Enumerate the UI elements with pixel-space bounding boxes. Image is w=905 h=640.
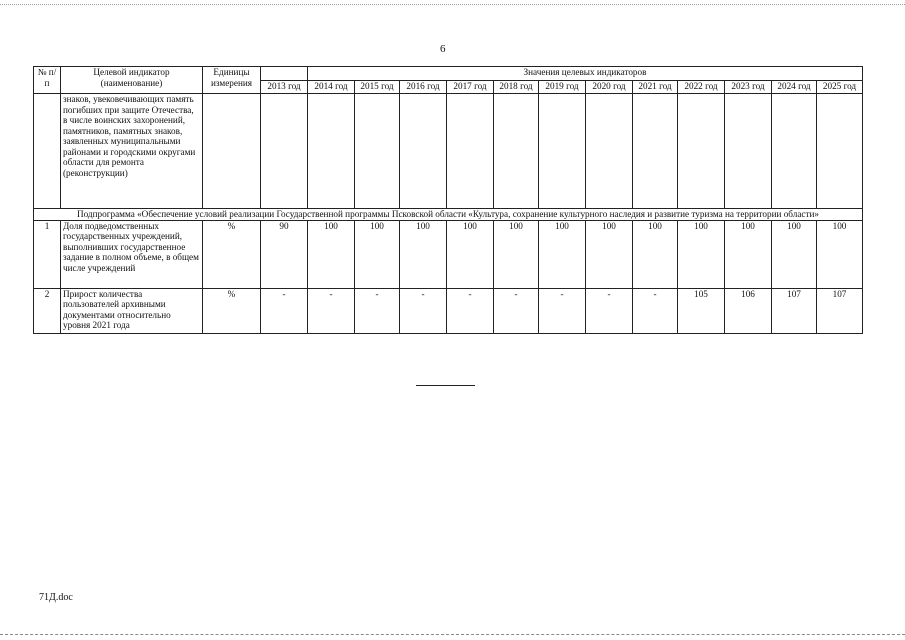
scan-edge-bottom [0,634,905,635]
header-year: 2019 год [539,81,586,94]
target-indicators-table [33,66,863,334]
value-cell [772,94,817,209]
value-cell: 100 [678,220,725,288]
value-cell [633,94,678,209]
value-cell: 100 [725,220,772,288]
value-cell [355,94,400,209]
value-cell: 107 [772,288,817,333]
value-cell: 100 [633,220,678,288]
row-indicator-name: Прирост количества пользователей архивными документами относительно уровня 2021 года [61,288,203,333]
value-cell: 105 [678,288,725,333]
header-year: 2015 год [355,81,400,94]
value-cell: 100 [772,220,817,288]
header-year: 2016 год [400,81,447,94]
row-unit: % [203,288,261,333]
value-cell [447,94,494,209]
value-cell: - [261,288,308,333]
row-num: 2 [34,288,61,333]
header-year: 2021 год [633,81,678,94]
value-cell [586,94,633,209]
value-cell [725,94,772,209]
value-cell: - [447,288,494,333]
value-cell [678,94,725,209]
row-unit: % [203,220,261,288]
value-cell: - [308,288,355,333]
value-cell: - [539,288,586,333]
value-cell [539,94,586,209]
value-cell: 90 [261,220,308,288]
value-cell: 100 [400,220,447,288]
header-unit: Единицы измерения [203,67,261,94]
header-blank-cell [261,67,308,81]
value-cell: 100 [308,220,355,288]
subprogram-title: Подпрограмма «Обеспечение условий реализации Государственной программы Псковской области «Культура, сохранение культурного наследия и развитие туризма на территории области» [34,209,863,221]
end-divider [416,385,475,386]
row-indicator-name: знаков, увековечивающих память погибших при защите Отечества, в числе воинских захоронений, памятников, памятных знаков, заявленных муниципальными районами и городскими округами области для ремонта (реконструкции) [61,94,203,209]
value-cell: - [494,288,539,333]
value-cell: 100 [539,220,586,288]
value-cell: 107 [817,288,863,333]
value-cell: 100 [494,220,539,288]
table-row [34,288,863,333]
value-cell [261,94,308,209]
row-num [34,94,61,209]
table-row [34,94,863,209]
header-year: 2020 год [586,81,633,94]
value-cell: 100 [586,220,633,288]
header-year: 2013 год [261,81,308,94]
header-year: 2014 год [308,81,355,94]
value-cell [494,94,539,209]
value-cell: 100 [817,220,863,288]
scan-edge-top [0,4,905,5]
row-num: 1 [34,220,61,288]
header-year: 2025 год [817,81,863,94]
header-year: 2018 год [494,81,539,94]
value-cell [308,94,355,209]
value-cell: 106 [725,288,772,333]
value-cell: - [355,288,400,333]
header-indicator: Целевой индикатор (наименование) [61,67,203,94]
page-number: 6 [440,43,446,55]
row-indicator-name: Доля подведомственных государственных учреждений, выполнивших государственное задание в полном объеме, в общем числе учреждений [61,220,203,288]
value-cell [400,94,447,209]
subprogram-row [34,209,863,221]
value-cell: - [633,288,678,333]
header-year: 2017 год [447,81,494,94]
header-year: 2024 год [772,81,817,94]
row-unit [203,94,261,209]
footer-filename: 71Д.doc [39,592,73,603]
header-year: 2022 год [678,81,725,94]
header-num: № п/п [34,67,61,94]
value-cell: 100 [355,220,400,288]
value-cell: 100 [447,220,494,288]
value-cell: - [400,288,447,333]
value-cell: - [586,288,633,333]
value-cell [817,94,863,209]
table-row [34,220,863,288]
header-year: 2023 год [725,81,772,94]
header-values: Значения целевых индикаторов [308,67,863,81]
